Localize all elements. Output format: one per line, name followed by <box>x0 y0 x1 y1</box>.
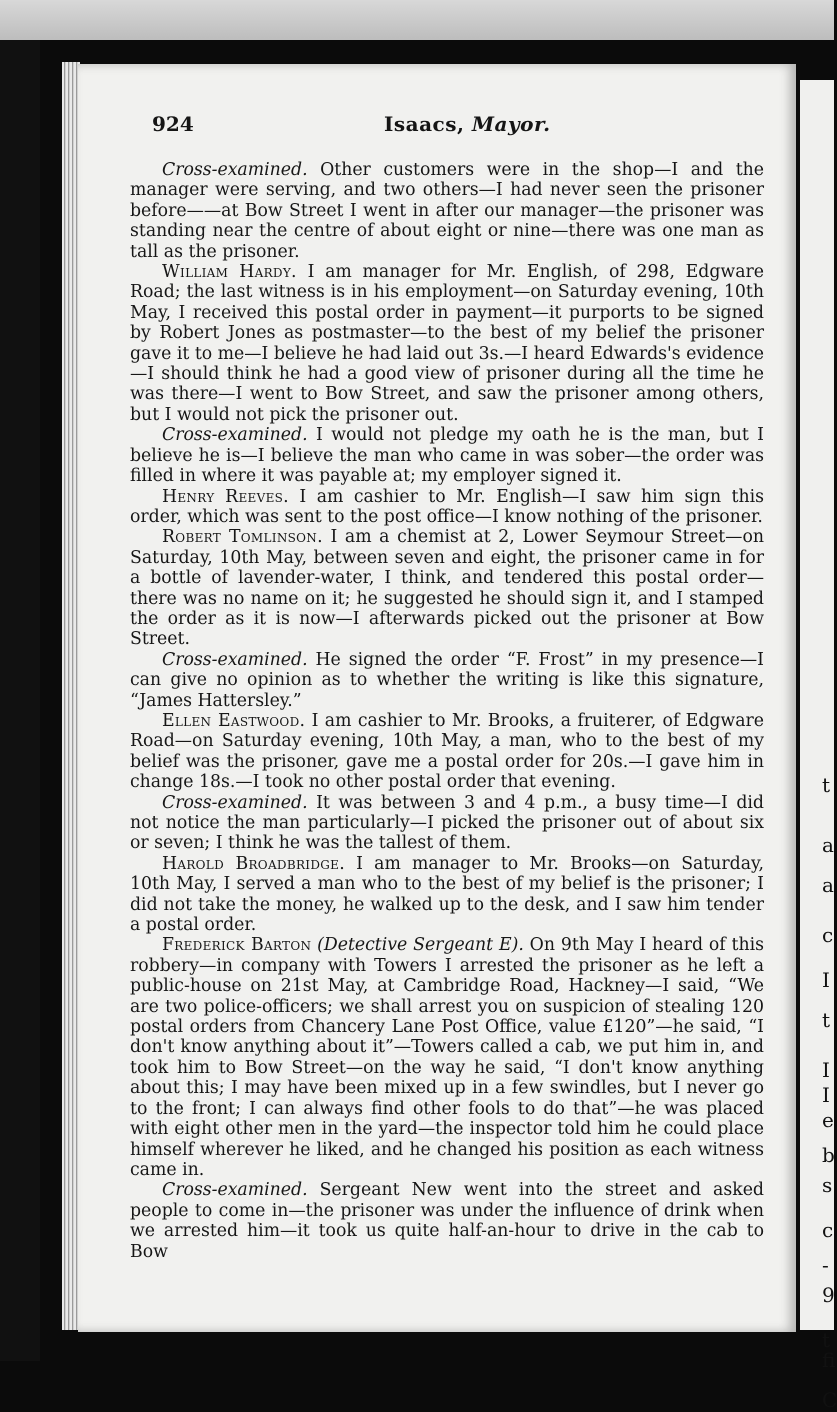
next-page-fragment: I <box>822 1083 830 1107</box>
paragraph-text: Sergeant New went into the street and asked people to come in—the prisoner was under the influence of drink when we arrested him—it took us quite half-an-hour to drive in the cab to Bow <box>130 1180 764 1262</box>
running-head-title: Mayor. <box>471 112 551 136</box>
paragraph <box>130 650 764 711</box>
next-page-fragment: b <box>822 1143 835 1167</box>
paragraph <box>130 487 764 528</box>
next-page-fragment: t <box>822 1008 831 1032</box>
paragraph-text: I am a chemist at 2, Lower Seymour Street—on Saturday, 10th May, between seven and eight, the prisoner came in for a bottle of lavender-water, I think, and tendered this postal order—there was no name on it; he suggested he should sign it, and I stamped the order as it is now—I afterwards picked out the prisoner at Bow Street. <box>130 527 765 650</box>
page-number: 924 <box>152 112 194 136</box>
paragraph <box>130 711 764 793</box>
paragraph-text: It was between 3 and 4 p.m., a busy time—I did not notice the man particularly—I picked the prisoner out of about six or seven; I think he was the tallest of them. <box>130 792 764 854</box>
paragraph-text: I am manager for Mr. English, of 298, Edgware Road; the last witness is in his employment—on Saturday evening, 10th May, I received this postal order in payment—it purports to be signed by Robert Jones as postmaster—to the best of my belief the prisoner gave it to me—I believe he had laid out 3s.—I heard Edwards's evidence—I should think he had a good view of prisoner during all the time he was there—I went to Bow Street, and saw the prisoner among others, but I would not pick the prisoner out. <box>130 262 764 425</box>
paragraph-text: I am cashier to Mr. Brooks, a fruiterer, of Edgware Road—on Saturday evening, 10th May, a man, who to the best of my belief was the prisoner, gave me a postal order for 20s.—I gave him in change 18s.—I took no other postal order that evening. <box>130 710 765 793</box>
paragraph-text: I am manager to Mr. Brooks—on Saturday, 10th May, I served a man who to the best of my belief is the prisoner; I did not take the money, he walked up to the desk, and I saw him tender a postal order. <box>130 853 764 936</box>
book-binding-edge <box>0 40 40 1361</box>
paragraph-text: Other customers were in the shop—I and the manager were serving, and two others—I had never seen the prisoner before——at Bow Street I went in after our manager—the prisoner was standing near the centre of about eight or nine—there was one man as tall as the prisoner. <box>130 160 764 262</box>
paragraph-lead: William Hardy. <box>162 262 297 283</box>
paragraph <box>130 793 764 854</box>
page-header <box>152 112 752 142</box>
next-page-fragment: a <box>822 833 834 857</box>
paragraph-lead: Cross-examined. <box>162 160 308 180</box>
paragraph-lead: Henry Reeves. <box>162 486 289 507</box>
paragraph <box>130 262 764 425</box>
scan-background-top <box>0 0 834 40</box>
next-page-fragment: c <box>822 1218 834 1242</box>
paragraph-text: I would not pledge my oath he is the man, but I believe he is—I believe the man who came in was sober—the order was filled in where it was payable at; my employer signed it. <box>130 425 764 487</box>
paragraph <box>130 160 764 262</box>
next-page-fragment: t <box>822 1328 831 1352</box>
paragraph-lead: Cross-examined. <box>162 1180 308 1201</box>
paragraph <box>130 1180 764 1262</box>
next-page-fragment: s <box>822 1173 833 1197</box>
paragraph <box>130 527 764 649</box>
next-page-fragment: I <box>822 968 830 992</box>
next-page-fragment: C <box>822 1388 837 1412</box>
running-head-name: Isaacs, <box>384 112 465 136</box>
paragraph-text: He signed the order “F. Frost” in my presence—I can give no opinion as to whether the writing is like this signature, “James Hattersley.” <box>130 649 764 711</box>
paragraph-lead: Harold Broadbridge. <box>162 853 345 874</box>
next-page-fragment: - <box>822 1253 829 1277</box>
body-text <box>130 160 764 1262</box>
next-page-fragment: a <box>822 873 834 897</box>
paragraph-text: I am cashier to Mr. English—I saw him sign this order, which was sent to the post office—I know nothing of the prisoner. <box>130 486 764 527</box>
next-page-fragment: c <box>822 923 834 947</box>
paragraph-lead: Cross-examined. <box>162 425 308 446</box>
running-head <box>384 112 551 136</box>
paragraph-lead: Frederick Barton <box>162 935 312 956</box>
paragraph-lead: Robert Tomlinson. <box>162 527 323 548</box>
next-page-fragment: I <box>822 1058 830 1082</box>
next-page-fragment: t <box>822 773 831 797</box>
paragraph <box>130 425 764 486</box>
paragraph <box>130 935 764 1180</box>
next-page-fragment: e <box>822 1108 834 1132</box>
next-page-fragment: 9 <box>822 1283 835 1307</box>
paragraph-lead: Cross-examined. <box>162 649 308 670</box>
paragraph <box>130 854 764 936</box>
paragraph-parenthetical: (Detective Sergeant E). <box>311 935 524 956</box>
paragraph-lead: Cross-examined. <box>162 792 308 813</box>
next-page-fragment: fi <box>822 1348 836 1372</box>
adjacent-page <box>800 80 837 1412</box>
paragraph-lead: Ellen Eastwood. <box>162 710 306 731</box>
paragraph-text: On 9th May I heard of this robbery—in company with Towers I arrested the prisoner as he left a public-house on 21st May, at Cambridge Road, Hackney—I said, “We are two police-officers; we shall arrest you on suspicion of stealing 120 postal orders from Chancery Lane Post Office, value £120”—he said, “I don't know anything about it”—Towers called a cab, we put him in, and took him to Bow Street—on the way he said, “I don't know anything about this; I may have been mixed up in a few swindles, but I never go to the front; I can always find other fools to do that”—he was placed with eight other men in the yard—the inspector told him he could place himself wherever he liked, and he changed his position as each witness came in. <box>130 935 764 1180</box>
